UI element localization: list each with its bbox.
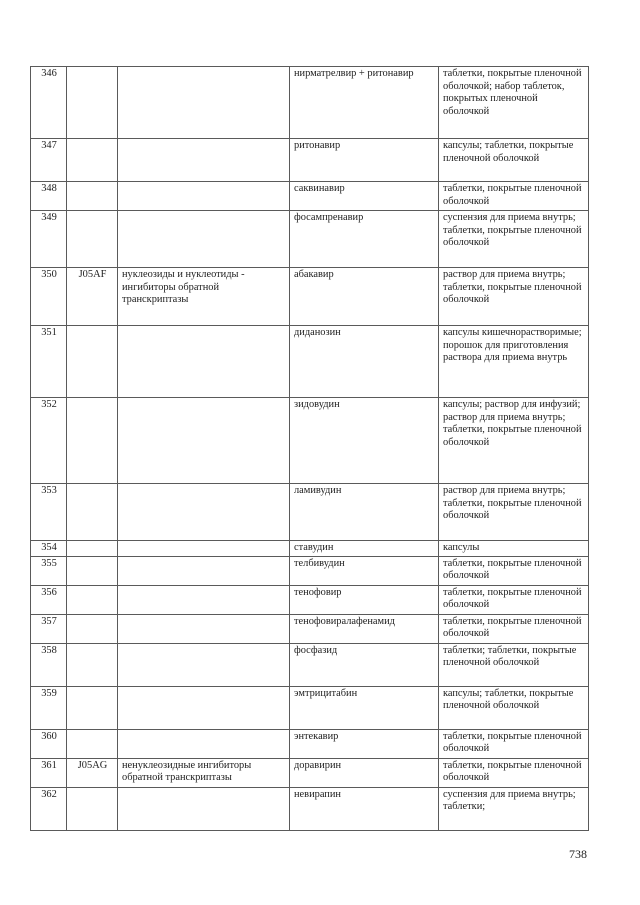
table-row [31,787,589,830]
pharmacological-group [118,541,290,557]
drug-name: фосампренавир [290,211,439,268]
atc-code [67,326,118,398]
drug-name: саквинавир [290,182,439,211]
table-row [31,326,589,398]
pharmacological-group [118,182,290,211]
table-row [31,686,589,729]
row-number: 355 [31,556,67,585]
pharmacological-group [118,211,290,268]
atc-code [67,686,118,729]
row-number: 351 [31,326,67,398]
atc-code [67,729,118,758]
atc-code: J05AF [67,268,118,326]
dosage-form: раствор для приема внутрь; таблетки, покрытые пленочной оболочкой [439,484,589,541]
dosage-form: раствор для приема внутрь; таблетки, покрытые пленочной оболочкой [439,268,589,326]
pharmacological-group [118,67,290,139]
drug-name: абакавир [290,268,439,326]
dosage-form: таблетки, покрытые пленочной оболочкой [439,758,589,787]
dosage-form: таблетки; таблетки, покрытые пленочной оболочкой [439,643,589,686]
table-row [31,556,589,585]
row-number: 349 [31,211,67,268]
table-row [31,758,589,787]
atc-code [67,585,118,614]
row-number: 359 [31,686,67,729]
row-number: 353 [31,484,67,541]
row-number: 361 [31,758,67,787]
pharmacological-group [118,585,290,614]
atc-code [67,541,118,557]
table-row [31,614,589,643]
drug-name: невирапин [290,787,439,830]
dosage-form: капсулы [439,541,589,557]
atc-code [67,643,118,686]
drug-name: тенофовир [290,585,439,614]
atc-code [67,182,118,211]
table-row [31,398,589,484]
atc-code [67,139,118,182]
table-row [31,139,589,182]
atc-code [67,211,118,268]
drug-name: фосфазид [290,643,439,686]
drug-name: нирматрелвир + ритонавир [290,67,439,139]
row-number: 354 [31,541,67,557]
drug-name: доравирин [290,758,439,787]
pharmacological-group [118,686,290,729]
pharmacological-group [118,398,290,484]
dosage-form: таблетки, покрытые пленочной оболочкой [439,614,589,643]
table-row [31,67,589,139]
row-number: 347 [31,139,67,182]
row-number: 357 [31,614,67,643]
table-row [31,211,589,268]
pharmacological-group [118,729,290,758]
table-row [31,484,589,541]
drug-name: диданозин [290,326,439,398]
pharmacological-group [118,326,290,398]
dosage-form: таблетки, покрытые пленочной оболочкой; набор таблеток, покрытых пленочной оболочкой [439,67,589,139]
atc-code [67,398,118,484]
drug-name: ставудин [290,541,439,557]
pharmacological-group [118,614,290,643]
dosage-form: капсулы кишечнорастворимые; порошок для приготовления раствора для приема внутрь [439,326,589,398]
table-row [31,541,589,557]
row-number: 362 [31,787,67,830]
drug-name: зидовудин [290,398,439,484]
dosage-form: капсулы; таблетки, покрытые пленочной оболочкой [439,139,589,182]
table-row [31,182,589,211]
pharmacological-group [118,556,290,585]
pharmacological-group [118,484,290,541]
dosage-form: суспензия для приема внутрь; таблетки, покрытые пленочной оболочкой [439,211,589,268]
atc-code: J05AG [67,758,118,787]
drug-name: ритонавир [290,139,439,182]
atc-code [67,787,118,830]
row-number: 348 [31,182,67,211]
table-row [31,585,589,614]
drug-name: тенофовиралафенамид [290,614,439,643]
row-number: 358 [31,643,67,686]
dosage-form: капсулы; таблетки, покрытые пленочной оболочкой [439,686,589,729]
drug-name: эмтрицитабин [290,686,439,729]
row-number: 356 [31,585,67,614]
atc-code [67,67,118,139]
row-number: 352 [31,398,67,484]
row-number: 360 [31,729,67,758]
pharmacological-group [118,139,290,182]
dosage-form: таблетки, покрытые пленочной оболочкой [439,585,589,614]
table-row [31,268,589,326]
dosage-form: таблетки, покрытые пленочной оболочкой [439,556,589,585]
drug-name: ламивудин [290,484,439,541]
drug-list-table [30,66,589,831]
row-number: 346 [31,67,67,139]
dosage-form: капсулы; раствор для инфузий; раствор для приема внутрь; таблетки, покрытые пленочной оболочкой [439,398,589,484]
drug-name: телбивудин [290,556,439,585]
pharmacological-group: ненуклеозидные ингибиторы обратной транскриптазы [118,758,290,787]
pharmacological-group [118,787,290,830]
page-number: 738 [569,847,587,861]
pharmacological-group [118,643,290,686]
drug-name: энтекавир [290,729,439,758]
row-number: 350 [31,268,67,326]
table-row [31,729,589,758]
dosage-form: суспензия для приема внутрь; таблетки; [439,787,589,830]
atc-code [67,556,118,585]
dosage-form: таблетки, покрытые пленочной оболочкой [439,182,589,211]
pharmacological-group: нуклеозиды и нуклеотиды - ингибиторы обратной транскриптазы [118,268,290,326]
table-row [31,643,589,686]
atc-code [67,484,118,541]
atc-code [67,614,118,643]
dosage-form: таблетки, покрытые пленочной оболочкой [439,729,589,758]
